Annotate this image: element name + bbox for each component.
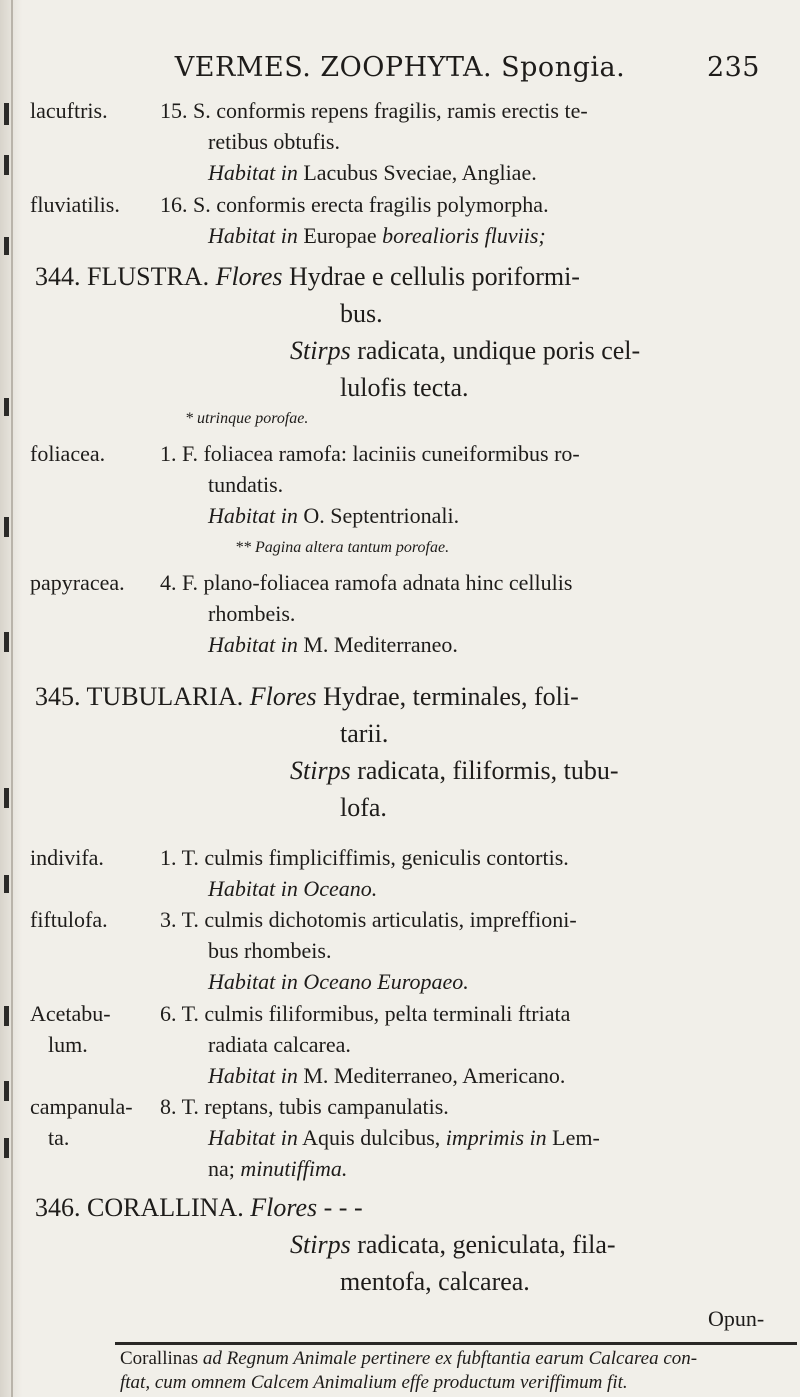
- genus-flores: - - -: [323, 1193, 363, 1222]
- genus-stirps-label: Stirps: [290, 336, 351, 365]
- species-lacustris: lacuftris.: [30, 98, 108, 123]
- habitat-text: Oceano.: [303, 876, 378, 901]
- habitat-label: Habitat in: [208, 632, 298, 657]
- species-desc: 1. F. foliacea ramofa: laciniis cuneiformibus ro-: [160, 441, 580, 466]
- genus-stirps-label: Stirps: [290, 1230, 351, 1259]
- genus-flores: Hydrae e cellulis poriformi-: [289, 262, 580, 291]
- species-indivisa: indivifa.: [30, 845, 104, 870]
- gutter-mark: [4, 103, 9, 125]
- gutter-mark: [4, 398, 9, 416]
- habitat-text: Aquis dulcibus,: [302, 1125, 441, 1150]
- species-papyracea: papyracea.: [30, 570, 125, 595]
- footnote-text: ftat, cum omnem Calcem Animalium effe productum veriffimum fit.: [120, 1372, 628, 1393]
- habitat-text: na;: [208, 1156, 235, 1181]
- species-desc: tundatis.: [208, 472, 284, 497]
- species-desc: rhombeis.: [208, 601, 296, 626]
- habitat-label: Habitat in: [208, 1125, 298, 1150]
- genus-number: 345.: [35, 682, 81, 711]
- species-desc: 6. T. culmis filiformibus, pelta terminali ftriata: [160, 1001, 571, 1026]
- species-campanulata: campanula-: [30, 1094, 133, 1119]
- habitat-label: Habitat in: [208, 223, 298, 248]
- genus-stirps: radicata, geniculata, fila-: [357, 1230, 616, 1259]
- genus-flores-label: Flores: [215, 262, 283, 291]
- genus-flores-label: Flores: [249, 682, 317, 711]
- species-fluviatilis: fluviatilis.: [30, 192, 120, 217]
- species-desc: bus rhombeis.: [208, 938, 332, 963]
- habitat-text: Lem-: [552, 1125, 600, 1150]
- species-foliacea: foliacea.: [30, 441, 106, 466]
- species-desc: 16. S. conformis erecta fragilis polymorpha.: [160, 192, 549, 217]
- species-desc: 15. S. conformis repens fragilis, ramis erectis te-: [160, 98, 588, 123]
- species-acetabulum: Acetabu-: [30, 1001, 111, 1026]
- gutter-mark: [4, 517, 9, 537]
- genus-flores: Hydrae, terminales, foli-: [323, 682, 579, 711]
- gutter-mark: [4, 237, 9, 255]
- gutter-mark: [4, 1081, 9, 1101]
- gutter-mark: [4, 155, 9, 175]
- page-number: 235: [706, 52, 760, 83]
- habitat-text: imprimis in: [445, 1125, 547, 1150]
- habitat-text: Oceano Europaeo.: [303, 969, 469, 994]
- habitat-label: Habitat in: [208, 160, 298, 185]
- genus-stirps: mentofa, calcarea.: [340, 1267, 530, 1296]
- footnote-rule: [115, 1342, 797, 1345]
- section-heading: ** Pagina altera tantum porofae.: [235, 539, 450, 556]
- catchword: Opun-: [708, 1306, 765, 1331]
- habitat-label: Habitat in: [208, 1063, 298, 1088]
- genus-stirps: lofa.: [340, 793, 387, 822]
- habitat-text: borealioris fluviis;: [382, 223, 546, 248]
- genus-stirps: radicata, filiformis, tubu-: [357, 756, 619, 785]
- gutter-mark: [4, 1006, 9, 1026]
- species-desc: radiata calcarea.: [208, 1032, 351, 1057]
- species-desc: 1. T. culmis fimpliciffimis, geniculis contortis.: [160, 845, 569, 870]
- genus-flores: tarii.: [340, 719, 389, 748]
- genus-flores: bus.: [340, 299, 383, 328]
- footnote-text: ad Regnum Animale pertinere ex fubftantia earum Calcarea con-: [202, 1348, 698, 1369]
- species-desc: 8. T. reptans, tubis campanulatis.: [160, 1094, 449, 1119]
- gutter-line: [11, 0, 13, 1397]
- genus-name: CORALLINA.: [87, 1193, 244, 1222]
- genus-stirps-label: Stirps: [290, 756, 351, 785]
- gutter-mark: [4, 788, 9, 808]
- habitat-text: M. Mediterraneo, Americano.: [303, 1063, 566, 1088]
- binding-gutter: [0, 0, 22, 1397]
- habitat-text: minutiffima.: [240, 1156, 348, 1181]
- habitat-label: Habitat in: [208, 876, 298, 901]
- habitat-text: Lacubus Sveciae, Angliae.: [303, 160, 537, 185]
- habitat-label: Habitat in: [208, 503, 298, 528]
- genus-stirps: radicata, undique poris cel-: [357, 336, 641, 365]
- species-desc: retibus obtufis.: [208, 129, 340, 154]
- species-campanulata: ta.: [48, 1125, 70, 1150]
- section-heading: * utrinque porofae.: [185, 410, 309, 427]
- gutter-mark: [4, 1138, 9, 1158]
- habitat-label: Habitat in: [208, 969, 298, 994]
- species-desc: 3. T. culmis dichotomis articulatis, impreffioni-: [160, 907, 577, 932]
- species-acetabulum: lum.: [48, 1032, 88, 1057]
- running-header: [0, 52, 800, 83]
- habitat-text: O. Septentrionali.: [303, 503, 460, 528]
- genus-name: TUBULARIA.: [86, 682, 244, 711]
- genus-number: 344.: [35, 262, 81, 291]
- species-desc: 4. F. plano-foliacea ramofa adnata hinc cellulis: [160, 570, 573, 595]
- habitat-text: Europae: [303, 223, 377, 248]
- footnote-text: Corallinas: [120, 1348, 199, 1369]
- genus-stirps: lulofis tecta.: [340, 373, 469, 402]
- gutter-mark: [4, 875, 9, 893]
- header-title: VERMES. ZOOPHYTA. Spongia.: [174, 52, 626, 83]
- genus-flores-label: Flores: [250, 1193, 318, 1222]
- species-fistulosa: fiftulofa.: [30, 907, 108, 932]
- habitat-text: M. Mediterraneo.: [303, 632, 458, 657]
- genus-name: FLUSTRA.: [87, 262, 210, 291]
- gutter-mark: [4, 632, 9, 652]
- genus-number: 346.: [35, 1193, 81, 1222]
